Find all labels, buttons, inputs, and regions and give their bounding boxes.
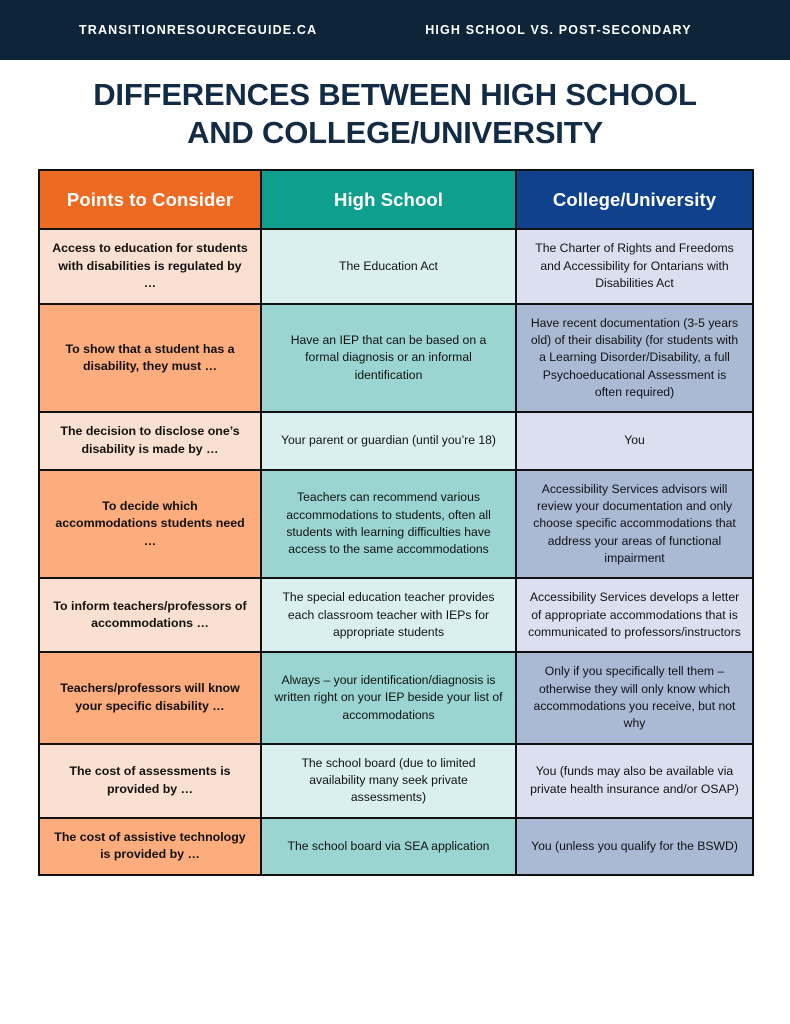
table-row — [39, 470, 753, 579]
page-title: DIFFERENCES BETWEEN HIGH SCHOOL AND COLLEGE/UNIVERSITY — [93, 77, 697, 150]
cell-college: You — [516, 412, 753, 469]
cell-high-school: Your parent or guardian (until you’re 18) — [261, 412, 516, 469]
cell-point: The decision to disclose one’s disability is made by … — [39, 412, 261, 469]
cell-high-school: Always – your identification/diagnosis is written right on your IEP beside your list of accommodations — [261, 652, 516, 743]
table-header — [39, 170, 753, 229]
cell-college: Have recent documentation (3-5 years old) of their disability (for students with a Learning Disorder/Disability, a full Psychoeducational Assessment is often required) — [516, 304, 753, 413]
table-row — [39, 744, 753, 818]
table-row — [39, 412, 753, 469]
cell-high-school: The special education teacher provides each classroom teacher with IEPs for appropriate students — [261, 578, 516, 652]
cell-college: Only if you specifically tell them – otherwise they will only know which accommodations you receive, but not why — [516, 652, 753, 743]
cell-high-school: Have an IEP that can be based on a formal diagnosis or an informal identification — [261, 304, 516, 413]
comparison-table-wrapper — [38, 169, 752, 876]
cell-high-school: The school board via SEA application — [261, 818, 516, 875]
cell-point: The cost of assistive technology is provided by … — [39, 818, 261, 875]
cell-high-school: The school board (due to limited availability many seek private assessments) — [261, 744, 516, 818]
table-body — [39, 229, 753, 875]
cell-point: To inform teachers/professors of accommodations … — [39, 578, 261, 652]
title-section — [0, 60, 790, 151]
site-name: TRANSITIONRESOURCEGUIDE.CA — [79, 23, 318, 37]
cell-point: To show that a student has a disability, they must … — [39, 304, 261, 413]
cell-college: You (unless you qualify for the BSWD) — [516, 818, 753, 875]
cell-point: The cost of assessments is provided by … — [39, 744, 261, 818]
cell-college: Accessibility Services develops a letter of appropriate accommodations that is communicated to professors/instructors — [516, 578, 753, 652]
column-header-points: Points to Consider — [39, 170, 261, 229]
comparison-table — [38, 169, 754, 876]
top-bar — [0, 0, 790, 60]
cell-high-school: Teachers can recommend various accommodations to students, often all students with learning difficulties have access to the same accommodations — [261, 470, 516, 579]
cell-point: Access to education for students with disabilities is regulated by … — [39, 229, 261, 304]
cell-college: Accessibility Services advisors will review your documentation and only choose specific accommodations that address your areas of functional impairment — [516, 470, 753, 579]
cell-point: To decide which accommodations students need … — [39, 470, 261, 579]
table-row — [39, 578, 753, 652]
section-label: HIGH SCHOOL VS. POST-SECONDARY — [425, 23, 692, 37]
table-row — [39, 818, 753, 875]
table-row — [39, 652, 753, 743]
table-row — [39, 304, 753, 413]
column-header-college: College/University — [516, 170, 753, 229]
cell-college: You (funds may also be available via private health insurance and/or OSAP) — [516, 744, 753, 818]
column-header-high-school: High School — [261, 170, 516, 229]
header-row — [39, 170, 753, 229]
table-row — [39, 229, 753, 304]
cell-high-school: The Education Act — [261, 229, 516, 304]
cell-point: Teachers/professors will know your specific disability … — [39, 652, 261, 743]
cell-college: The Charter of Rights and Freedoms and Accessibility for Ontarians with Disabilities Act — [516, 229, 753, 304]
